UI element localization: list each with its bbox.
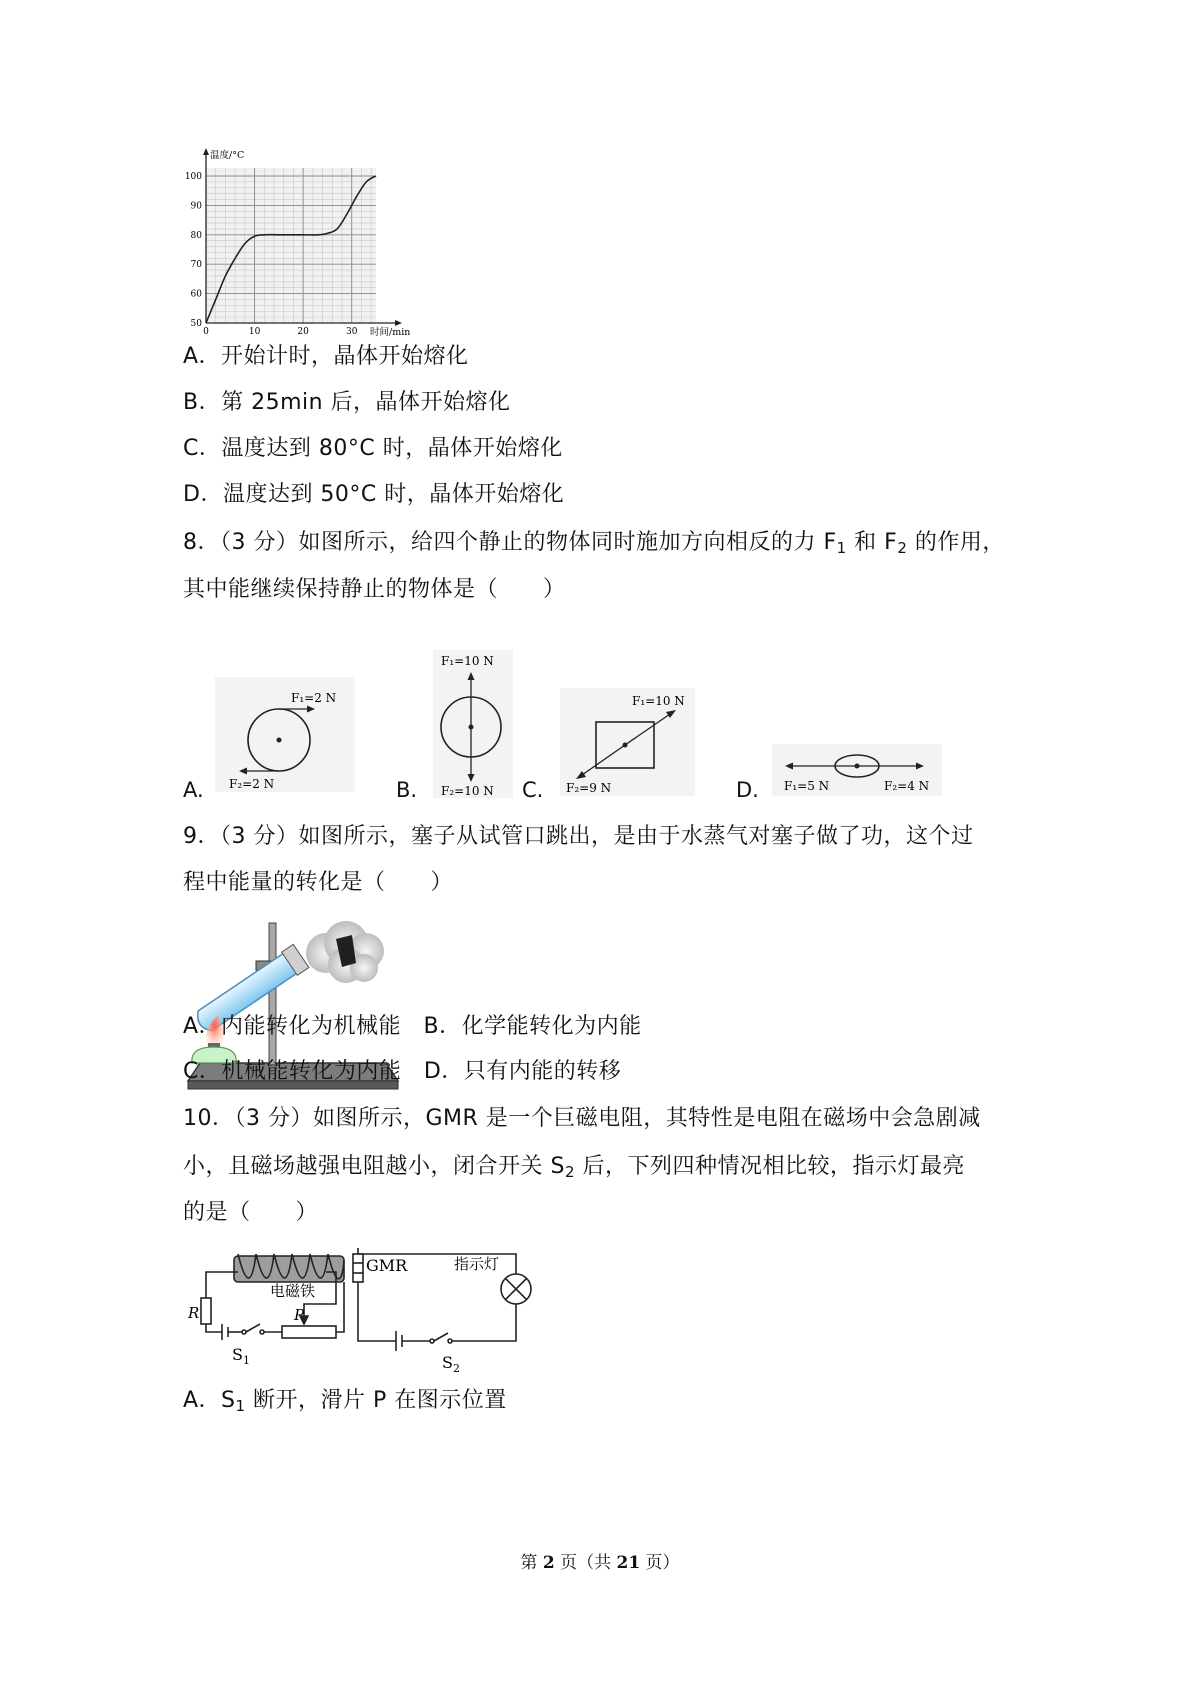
q9-stem-line2: 程中能量的转化是（ ） xyxy=(183,870,454,895)
q8b-f1-label: F₁=10 N xyxy=(441,654,494,668)
q8c-f1-label: F₁=10 N xyxy=(632,694,685,708)
q9-options-cd: C．机械能转化为内能 D．只有内能的转移 xyxy=(183,1059,622,1084)
q9-stem-line1: 9．（3 分）如图所示，塞子从试管口跳出，是由于水蒸气对塞子做了功，这个过 xyxy=(183,824,974,849)
q8-stem-line1: 8．（3 分）如图所示，给四个静止的物体同时施加方向相反的力 $F_1$ 和 $F_2$ 的作用， xyxy=(183,530,1005,557)
q8-label-a: A. xyxy=(183,778,204,802)
q7-option-b: B．第 25min 后，晶体开始熔化 xyxy=(183,390,511,415)
y-tick-label: 70 xyxy=(190,260,202,271)
q7-option-a: A．开始计时，晶体开始熔化 xyxy=(183,344,469,369)
y-axis-arrow xyxy=(203,148,209,155)
q7-option-d: D．温度达到 50°C 时，晶体开始熔化 xyxy=(183,482,565,507)
y-tick-label: 50 xyxy=(190,319,202,329)
resistor-r-label: R xyxy=(188,1304,200,1322)
switch-s1-label: $S_1$ xyxy=(232,1345,250,1367)
q10-option-a: A．$S_1$ 断开，滑片 P 在图示位置 xyxy=(183,1388,507,1415)
y-axis-label: 温度/°C xyxy=(210,150,245,161)
x-axis-label: 时间/min xyxy=(370,327,411,338)
y-tick-label: 90 xyxy=(190,201,202,212)
q7-option-c: C．温度达到 80°C 时，晶体开始熔化 xyxy=(183,436,563,461)
q8-figure-a xyxy=(215,677,355,792)
switch-s2-label: $S_2$ xyxy=(442,1353,460,1375)
q10-stem-line3: 的是（ ） xyxy=(183,1200,319,1225)
x-tick-label: 0 xyxy=(203,327,209,337)
y-tick-label: 100 xyxy=(184,172,202,182)
electromagnet-label: 电磁铁 xyxy=(270,1282,316,1300)
y-tick-label: 80 xyxy=(190,230,202,241)
x-tick-label: 20 xyxy=(297,327,309,337)
x-tick-label: 30 xyxy=(345,327,358,337)
chart-svg xyxy=(184,148,428,343)
q10-stem-line1: 10．（3 分）如图所示，GMR 是一个巨磁电阻，其特性是电阻在磁场中会急剧减 xyxy=(183,1106,981,1131)
q8-figure-d xyxy=(772,744,942,796)
page-footer: 第 2 页（共 21 页） xyxy=(520,1553,680,1573)
melting-curve-chart xyxy=(184,148,428,343)
x-tick-label: 10 xyxy=(248,327,261,337)
q8-figure-c xyxy=(560,688,695,796)
steam-cloud xyxy=(306,921,384,983)
q8-label-c: C. xyxy=(522,778,544,802)
y-tick-label: 60 xyxy=(190,289,202,300)
indicator-lamp-label: 指示灯 xyxy=(454,1255,500,1273)
q8d-f2-label: F₂=4 N xyxy=(884,779,930,793)
q8-label-d: D. xyxy=(736,778,759,802)
gmr-circuit-figure xyxy=(186,1246,606,1376)
q8d-f1-label: F₁=5 N xyxy=(784,779,830,793)
q8-label-b: B. xyxy=(396,778,418,802)
x-axis-arrow xyxy=(395,320,402,326)
q8c-f2-label: F₂=9 N xyxy=(566,781,612,795)
slider-p-label: P xyxy=(294,1306,305,1324)
q8a-f2-label: F₂=2 N xyxy=(229,777,275,791)
q8b-f2-label: F₂=10 N xyxy=(441,784,494,798)
gmr-label: GMR xyxy=(366,1256,408,1275)
q8-figure-b xyxy=(433,650,513,798)
q10-stem-line2: 小，且磁场越强电阻越小，闭合开关 $S_2$ 后，下列四种情况相比较，指示灯最亮 xyxy=(183,1154,966,1181)
q8a-f1-label: F₁=2 N xyxy=(291,691,337,705)
q9-options-ab: A．内能转化为机械能 B．化学能转化为内能 xyxy=(183,1014,642,1039)
q8-stem-line2: 其中能继续保持静止的物体是（ ） xyxy=(183,577,566,602)
